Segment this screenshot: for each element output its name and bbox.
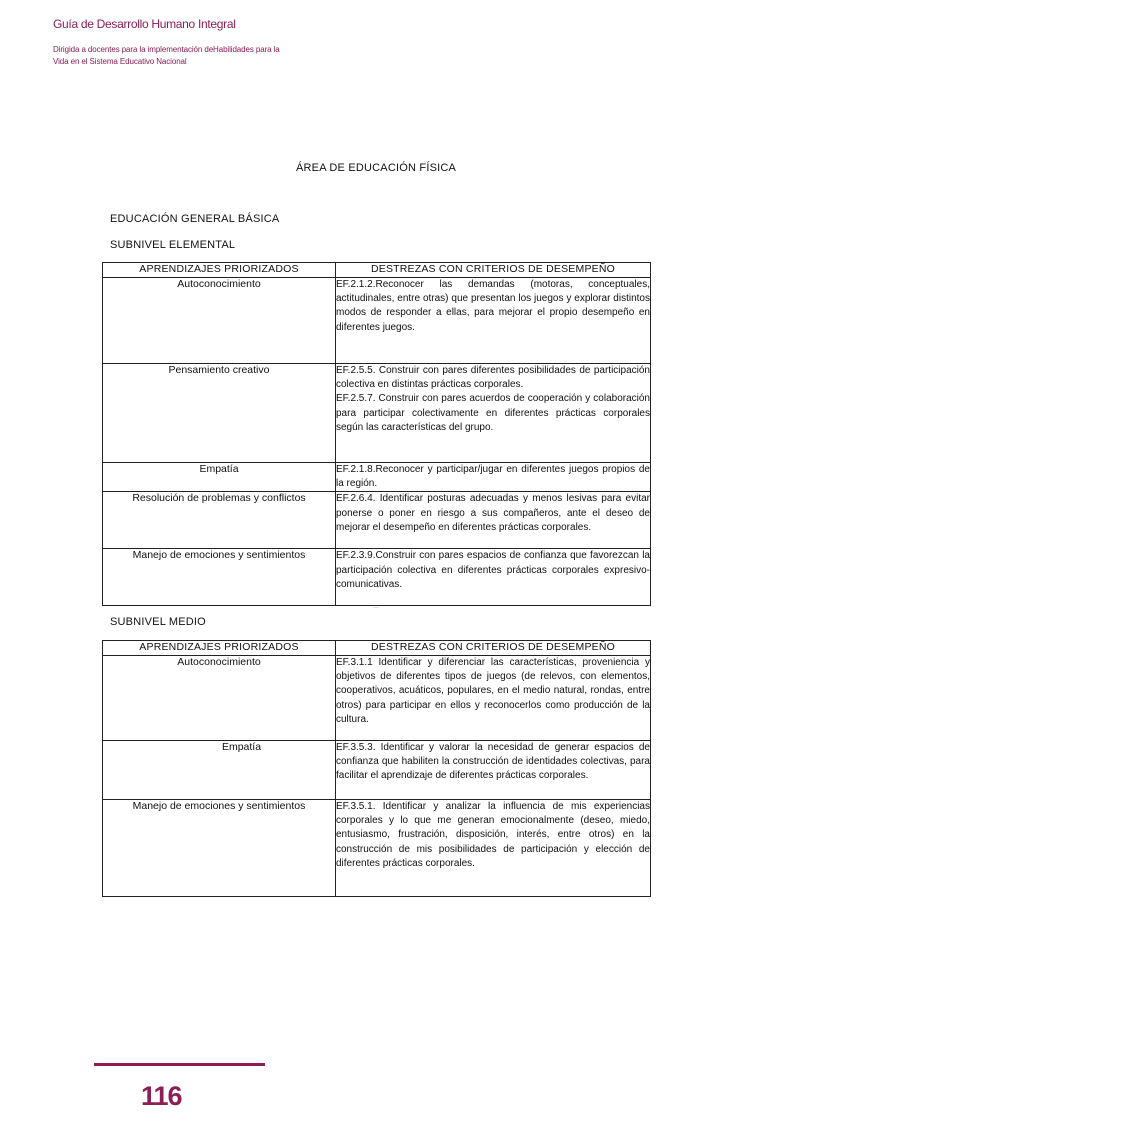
criteria-cell	[336, 741, 651, 800]
section2-label: SUBNIVEL MEDIO	[110, 616, 206, 628]
skill-cell: Resolución de problemas y conflictos	[103, 492, 336, 549]
skill-cell: Autoconocimiento	[103, 278, 336, 364]
skill-cell: Empatía	[103, 741, 336, 800]
criteria-cell	[336, 656, 651, 741]
col-header-aprendizajes: APRENDIZAJES PRIORIZADOS	[103, 641, 336, 656]
col-header-destrezas: DESTREZAS CON CRITERIOS DE DESEMPEÑO	[336, 263, 651, 278]
criteria-text: EF.2.3.9.Construir con pares espacios de confianza que favorezcan la participación colectiva en diferentes prácticas corporales expresivo-comunicativas.	[336, 550, 650, 590]
header-subtitle-line2: Vida en el Sistema Educativo Nacional	[53, 57, 187, 66]
criteria-text: EF.2.1.8.Reconocer y participar/jugar en diferentes juegos propios de la región.	[336, 464, 650, 490]
table-row	[103, 364, 651, 463]
page-number: 116	[141, 1081, 182, 1111]
section1-label: SUBNIVEL ELEMENTAL	[110, 239, 236, 251]
header-title: Guía de Desarrollo Humano Integral	[53, 17, 236, 31]
separator-dots: ...	[373, 603, 379, 610]
col-header-destrezas: DESTREZAS CON CRITERIOS DE DESEMPEÑO	[336, 641, 651, 656]
criteria-text: EF.2.1.2.Reconocer las demandas (motoras, conceptuales, actitudinales, entre otras) que presentan los juegos y explorar distintos modos de responder a ellas, para mejorar el propio desempeño en diferentes juegos.	[336, 279, 650, 333]
table-row	[103, 549, 651, 606]
table-row	[103, 741, 651, 800]
criteria-text: EF.3.1.1 Identificar y diferenciar las características, proveniencia y objetivos de diferentes tipos de juegos (de relevos, con elementos, cooperativos, acuáticos, populares, en el medio natural, rondas, entre otros) para participar en ellos y reconocerlos como producción de la cultura.	[336, 657, 650, 725]
skill-cell: Manejo de emociones y sentimientos	[103, 800, 336, 897]
criteria-text: EF.2.6.4. Identificar posturas adecuadas y menos lesivas para evitar ponerse o poner en riesgo a sus compañeros, ante el deseo de mejorar el desempeño en diferentes prácticas corporales.	[336, 493, 650, 533]
table-row	[103, 656, 651, 741]
table-row	[103, 463, 651, 492]
skill-cell: Autoconocimiento	[103, 656, 336, 741]
skill-cell: Manejo de emociones y sentimientos	[103, 549, 336, 606]
criteria-cell	[336, 278, 651, 364]
criteria-text: EF.3.5.3. Identificar y valorar la necesidad de generar espacios de confianza que habiliten la construcción de identidades colectivas, para facilitar el aprendizaje de diferentes prácticas corporales.	[336, 742, 650, 782]
header-subtitle	[53, 44, 280, 68]
criteria-cell	[336, 800, 651, 897]
col-header-aprendizajes: APRENDIZAJES PRIORIZADOS	[103, 263, 336, 278]
table-row	[103, 278, 651, 364]
criteria-cell	[336, 492, 651, 549]
area-title: ÁREA DE EDUCACIÓN FÍSICA	[296, 162, 457, 174]
table-row	[103, 492, 651, 549]
level-label: EDUCACIÓN GENERAL BÁSICA	[110, 213, 280, 225]
table-subnivel-elemental	[102, 262, 651, 606]
header-subtitle-line1: Dirigida a docentes para la implementación deHabilidades para la	[53, 45, 280, 54]
criteria-text: EF.2.5.5. Construir con pares diferentes posibilidades de participación colectiva en distintas prácticas corporales.	[336, 365, 650, 391]
skill-cell: Empatía	[103, 463, 336, 492]
table-subnivel-medio	[102, 640, 651, 897]
table-header-row	[103, 263, 651, 278]
criteria-cell	[336, 463, 651, 492]
footer-rule	[94, 1063, 265, 1066]
table-header-row	[103, 641, 651, 656]
criteria-text: EF.3.5.1. Identificar y analizar la influencia de mis experiencias corporales y lo que me generan emocionalmente (deseo, miedo, entusiasmo, frustración, disposición, interés, entre otros) en la construcción de mis posibilidades de participación y elección de diferentes prácticas corporales.	[336, 801, 650, 869]
criteria-text: EF.2.5.7. Construir con pares acuerdos de cooperación y colaboración para participar colectivamente en diferentes prácticas corporales según las características del grupo.	[336, 393, 650, 433]
table-row	[103, 800, 651, 897]
criteria-cell	[336, 364, 651, 463]
criteria-cell	[336, 549, 651, 606]
skill-cell: Pensamiento creativo	[103, 364, 336, 463]
